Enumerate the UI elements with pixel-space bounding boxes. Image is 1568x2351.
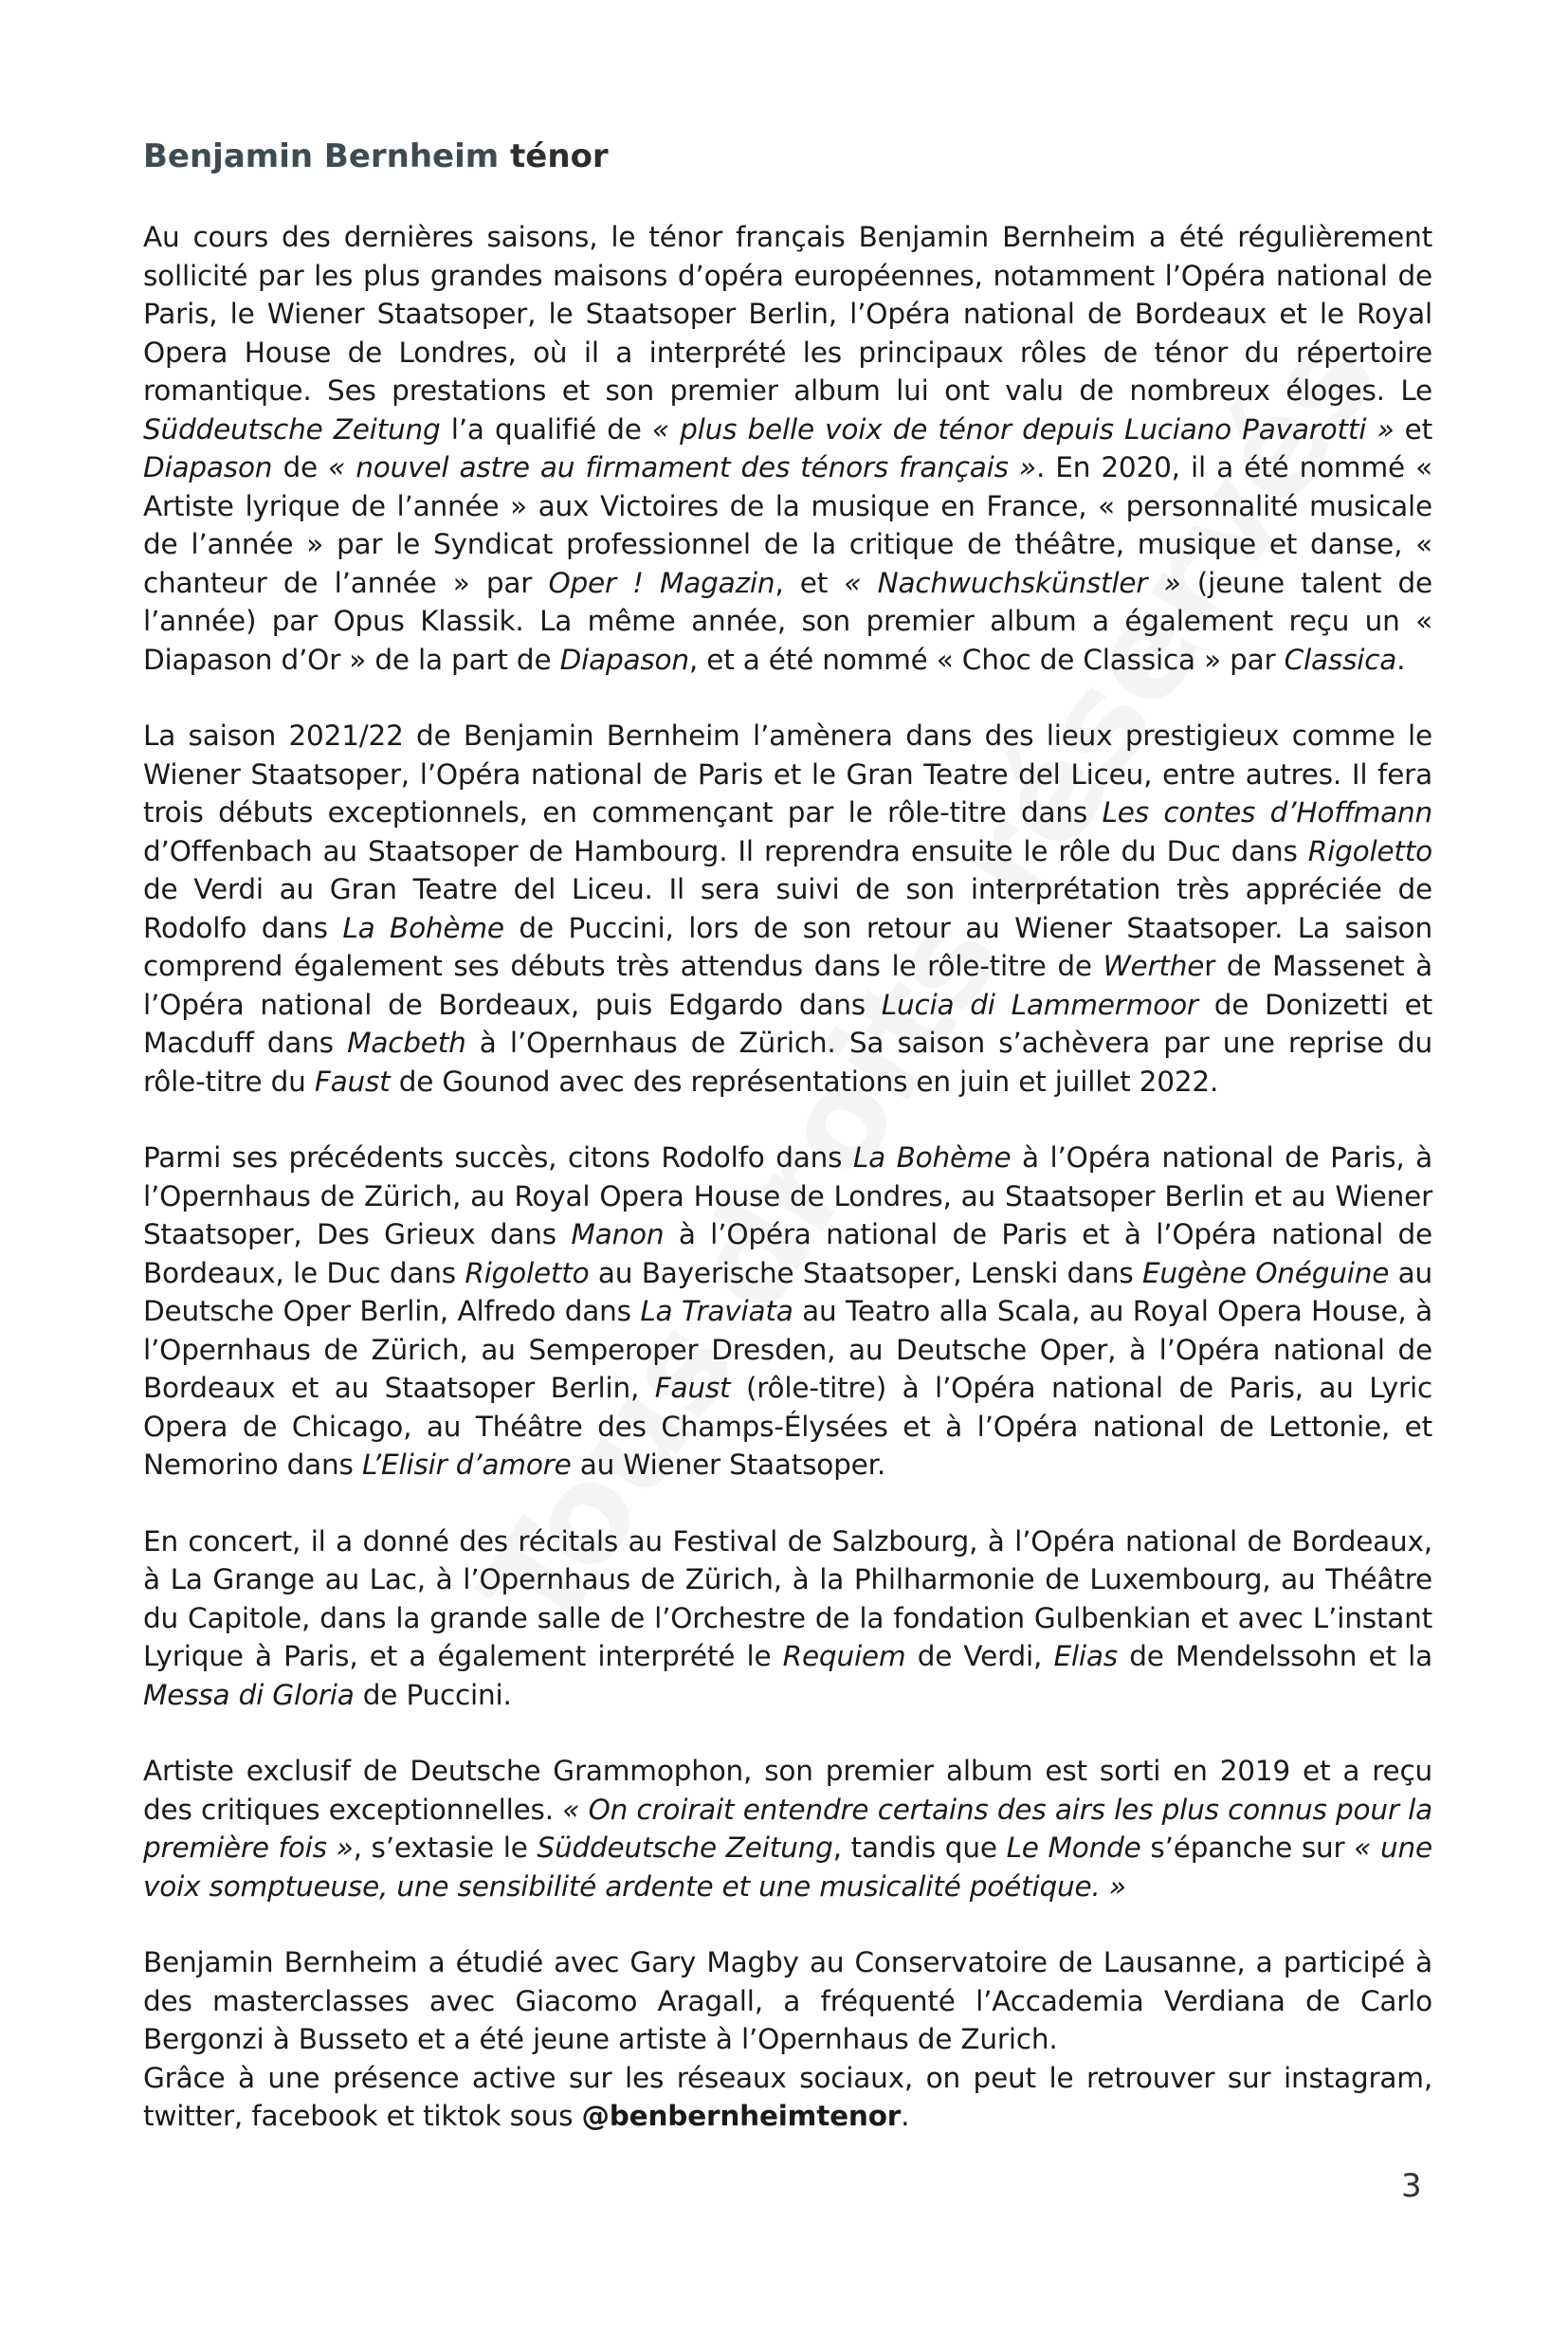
artist-role: ténor bbox=[510, 137, 609, 175]
italic-text: L’Elisir d’amore bbox=[361, 1449, 572, 1481]
text-run: à l’Opéra national de Paris et à l’Opéra national de Bordeaux, le Duc dans bbox=[143, 1218, 1432, 1289]
text-run: Grâce à une présence active sur les réseaux sociaux, on peut le retrouver sur instagram, twitter, facebook et tiktok sous bbox=[143, 2061, 1432, 2132]
italic-text: Süddeutsche Zeitung bbox=[537, 1832, 833, 1864]
italic-text: Süddeutsche Zeitung bbox=[143, 412, 441, 446]
text-run: de Gounod avec des représentations en juin et juillet 2022. bbox=[390, 1065, 1219, 1098]
text-run: Artiste exclusif de Deutsche Grammophon, son premier album est sorti en 2019 et a reçu des critiques exceptionnelles. bbox=[143, 1755, 1432, 1826]
italic-text: Faust bbox=[654, 1372, 731, 1404]
italic-text: Classica bbox=[1284, 643, 1397, 676]
paragraph bbox=[143, 1943, 1432, 2059]
text-run: s’épanche sur bbox=[1140, 1832, 1355, 1864]
social-handle: @benbernheimtenor bbox=[581, 2100, 902, 2132]
text-run: de Puccini, lors de son retour au Wiener Staatsoper. La saison comprend également ses débuts très attendus dans le rôle-titre de bbox=[143, 911, 1433, 982]
text-run: , et a été nommé « Choc de Classica » par bbox=[688, 643, 1285, 676]
italic-text: Manon bbox=[571, 1218, 665, 1250]
text-run: , tandis que bbox=[832, 1832, 1007, 1864]
italic-text: Elias bbox=[1053, 1640, 1118, 1672]
text-run: au Teatro alla Scala, au Royal Opera House, à l’Opernhaus de Zürich, au Semperoper Dresden, au Deutsche Oper, à l’Opéra national de Bordeaux et au Staatsoper Berlin, bbox=[143, 1295, 1432, 1404]
text-run: . bbox=[1396, 643, 1406, 676]
text-run: , et bbox=[775, 566, 845, 599]
italic-text: « une voix somptueuse, une sensibilité ardente et une musicalité poétique. » bbox=[143, 1832, 1432, 1903]
artist-name: Benjamin Bernheim bbox=[143, 137, 500, 175]
italic-text: Werthe bbox=[1103, 950, 1205, 982]
italic-text: Rigoletto bbox=[465, 1256, 590, 1289]
italic-text: Les contes d’Hoffmann bbox=[1102, 796, 1432, 829]
italic-text: « Nachwuchskünstler » bbox=[844, 566, 1181, 599]
text-run: à l’Opernhaus de Zürich. Sa saison s’achèvera par une reprise du rôle-titre du bbox=[143, 1027, 1432, 1098]
paragraph bbox=[143, 1752, 1432, 1905]
text-run: de Puccini. bbox=[354, 1678, 512, 1711]
text-run: de bbox=[272, 451, 329, 483]
text-run: . bbox=[901, 2100, 910, 2132]
italic-text: Diapason bbox=[143, 451, 273, 483]
body-text bbox=[143, 218, 1432, 2136]
italic-text: Eugène Onéguine bbox=[1141, 1256, 1390, 1289]
italic-text: La Traviata bbox=[640, 1295, 793, 1327]
text-run: , s’extasie le bbox=[353, 1832, 538, 1864]
text-run: et bbox=[1394, 412, 1432, 446]
text-run: au Wiener Staatsoper. bbox=[571, 1449, 886, 1481]
text-run: La saison 2021/22 de Benjamin Bernheim l’amènera dans des lieux prestigieux comme le Wiener Staatsoper, l’Opéra national de Paris et le Gran Teatre del Liceu, entre autres. Il fera trois débuts exceptionnels, en commençant par le rôle-titre dans bbox=[143, 720, 1432, 829]
italic-text: Macbeth bbox=[347, 1027, 466, 1059]
italic-text: Diapason bbox=[559, 643, 689, 676]
text-run: (rôle-titre) à l’Opéra national de Paris, au Lyric Opera de Chicago, au Théâtre des Champs-Élysées et à l’Opéra national de Lettonie, et Nemorino dans bbox=[143, 1372, 1433, 1481]
text-run: à l’Opéra national de Paris, à l’Opernhaus de Zürich, au Royal Opera House de Londres, au Staatsoper Berlin et au Wiener Staatsoper, Des Grieux dans bbox=[143, 1141, 1433, 1250]
page-number: 3 bbox=[1401, 2167, 1422, 2205]
text-run: Au cours des dernières saisons, le ténor français Benjamin Bernheim a été régulièrement sollicité par les plus grandes maisons d’opéra européennes, notamment l’Opéra national de Paris, le Wiener Staatsoper, le Staatsoper Berlin, l’Opéra national de Bordeaux et le Royal Opera House de Londres, où il a interprété les principaux rôles de ténor du répertoire romantique. Ses prestations et son premier album lui ont valu de nombreux éloges. Le bbox=[143, 221, 1432, 407]
italic-text: La Bohème bbox=[342, 911, 504, 944]
paragraph bbox=[143, 717, 1432, 1101]
text-run: de Verdi, bbox=[905, 1640, 1054, 1672]
text-run: au Bayerische Staatsoper, Lenski dans bbox=[589, 1256, 1142, 1289]
italic-text: « nouvel astre au firmament des ténors français » bbox=[328, 451, 1036, 483]
italic-text: Lucia di Lammermoor bbox=[881, 988, 1198, 1021]
text-run: En concert, il a donné des récitals au Festival de Salzbourg, à l’Opéra national de Bordeaux, à La Grange au Lac, à l’Opernhaus de Zürich, à la Philharmonie de Luxembourg, au Théâtre du Capitole, dans la grande salle de l’Orchestre de la fondation Gulbenkian et avec L’instant Lyrique à Paris, et a également interprété le bbox=[143, 1524, 1432, 1672]
text-run: de Verdi au Gran Teatre del Liceu. Il sera suivi de son interprétation très appréciée de Rodolfo dans bbox=[143, 873, 1432, 944]
paragraph bbox=[143, 1522, 1432, 1715]
italic-text: Messa di Gloria bbox=[143, 1678, 355, 1711]
paragraph bbox=[143, 2059, 1432, 2136]
text-run: (jeune talent de l’année) par Opus Klassik. La même année, son premier album a également reçu un « Diapason d’Or » de la part de bbox=[143, 566, 1432, 676]
text-run: de Donizetti et Macduff dans bbox=[143, 988, 1432, 1059]
italic-text: Rigoletto bbox=[1307, 834, 1432, 867]
italic-text: Requiem bbox=[782, 1640, 906, 1672]
italic-text: « On croirait entendre certains des airs les plus connus pour la première fois » bbox=[143, 1793, 1432, 1864]
text-run: l’a qualifié de bbox=[440, 412, 652, 446]
text-run: d’Offenbach au Staatsoper de Hambourg. Il reprendra ensuite le rôle du Duc dans bbox=[143, 834, 1308, 867]
italic-text: Faust bbox=[314, 1065, 391, 1098]
paragraph bbox=[143, 218, 1432, 679]
text-run: r de Massenet à l’Opéra national de Bordeaux, puis Edgardo dans bbox=[143, 950, 1432, 1021]
italic-text: « plus belle voix de ténor depuis Luciano Pavarotti » bbox=[651, 412, 1395, 446]
text-run: Parmi ses précédents succès, citons Rodolfo dans bbox=[143, 1141, 853, 1174]
text-run: Benjamin Bernheim a étudié avec Gary Magby au Conservatoire de Lausanne, a participé à des masterclasses avec Giacomo Aragall, a fréquenté l’Accademia Verdiana de Carlo Bergonzi à Busseto et a été jeune artiste à l’Opernhaus de Zurich. bbox=[143, 1946, 1432, 2055]
text-run: de Mendelssohn et la bbox=[1117, 1640, 1432, 1672]
page-title bbox=[143, 133, 1432, 180]
italic-text: Oper ! Magazin bbox=[548, 566, 775, 599]
italic-text: La Bohème bbox=[852, 1141, 1012, 1174]
italic-text: Le Monde bbox=[1006, 1832, 1141, 1864]
text-run: . En 2020, il a été nommé « Artiste lyrique de l’année » aux Victoires de la musique en France, « personnalité musicale de l’année » par le Syndicat professionnel de la critique de théâtre, musique et danse, « chanteur de l’année » par bbox=[143, 451, 1432, 599]
text-run: au Deutsche Oper Berlin, Alfredo dans bbox=[143, 1256, 1432, 1327]
document-page bbox=[143, 133, 1432, 2174]
paragraph bbox=[143, 1139, 1432, 1485]
